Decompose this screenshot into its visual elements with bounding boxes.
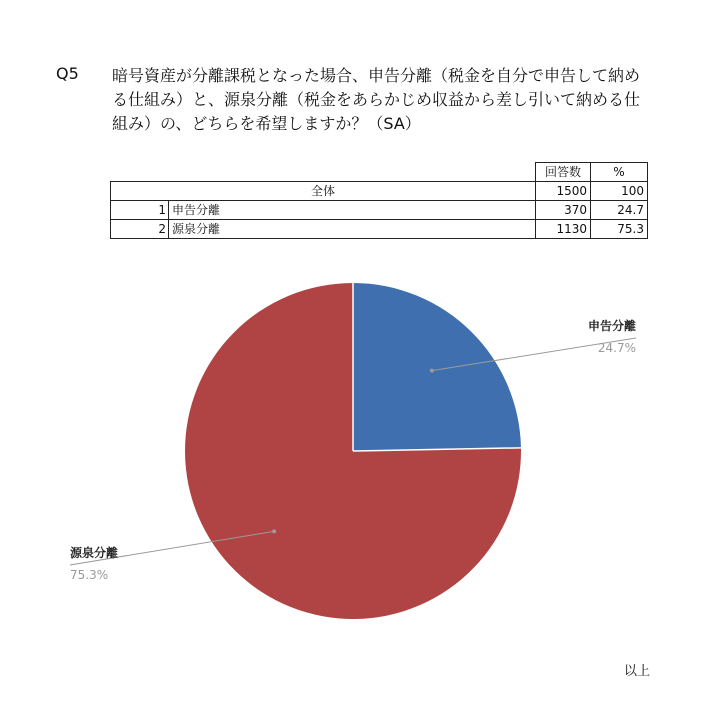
total-count: 1500 [536, 182, 591, 201]
total-label: 全体 [111, 182, 536, 201]
slice-value-label: 24.7% [597, 341, 636, 355]
footer-note: 以上 [624, 664, 651, 679]
slice-label: 申告分離 [587, 319, 636, 333]
row-label: 申告分離 [169, 201, 536, 220]
row-index: 2 [111, 220, 169, 239]
row-pct: 75.3 [591, 220, 648, 239]
question-text: 暗号資産が分離課税となった場合、申告分離（税金を自分で申告して納める仕組み）と、源泉分離（税金をあらかじめ収益から差し引いて納める仕組み）の、どちらを希望しますか？（SA） [112, 66, 641, 133]
row-count: 370 [536, 201, 591, 220]
total-pct: 100 [591, 182, 648, 201]
header-count: 回答数 [536, 163, 591, 182]
pie-slice [353, 283, 521, 451]
header-pct: % [591, 163, 648, 182]
question-id: Q5 [56, 64, 79, 83]
slice-label: 源泉分離 [70, 546, 119, 560]
row-pct: 24.7 [591, 201, 648, 220]
row-label: 源泉分離 [169, 220, 536, 239]
row-index: 1 [111, 201, 169, 220]
row-count: 1130 [536, 220, 591, 239]
slice-value-label: 75.3% [70, 568, 109, 582]
